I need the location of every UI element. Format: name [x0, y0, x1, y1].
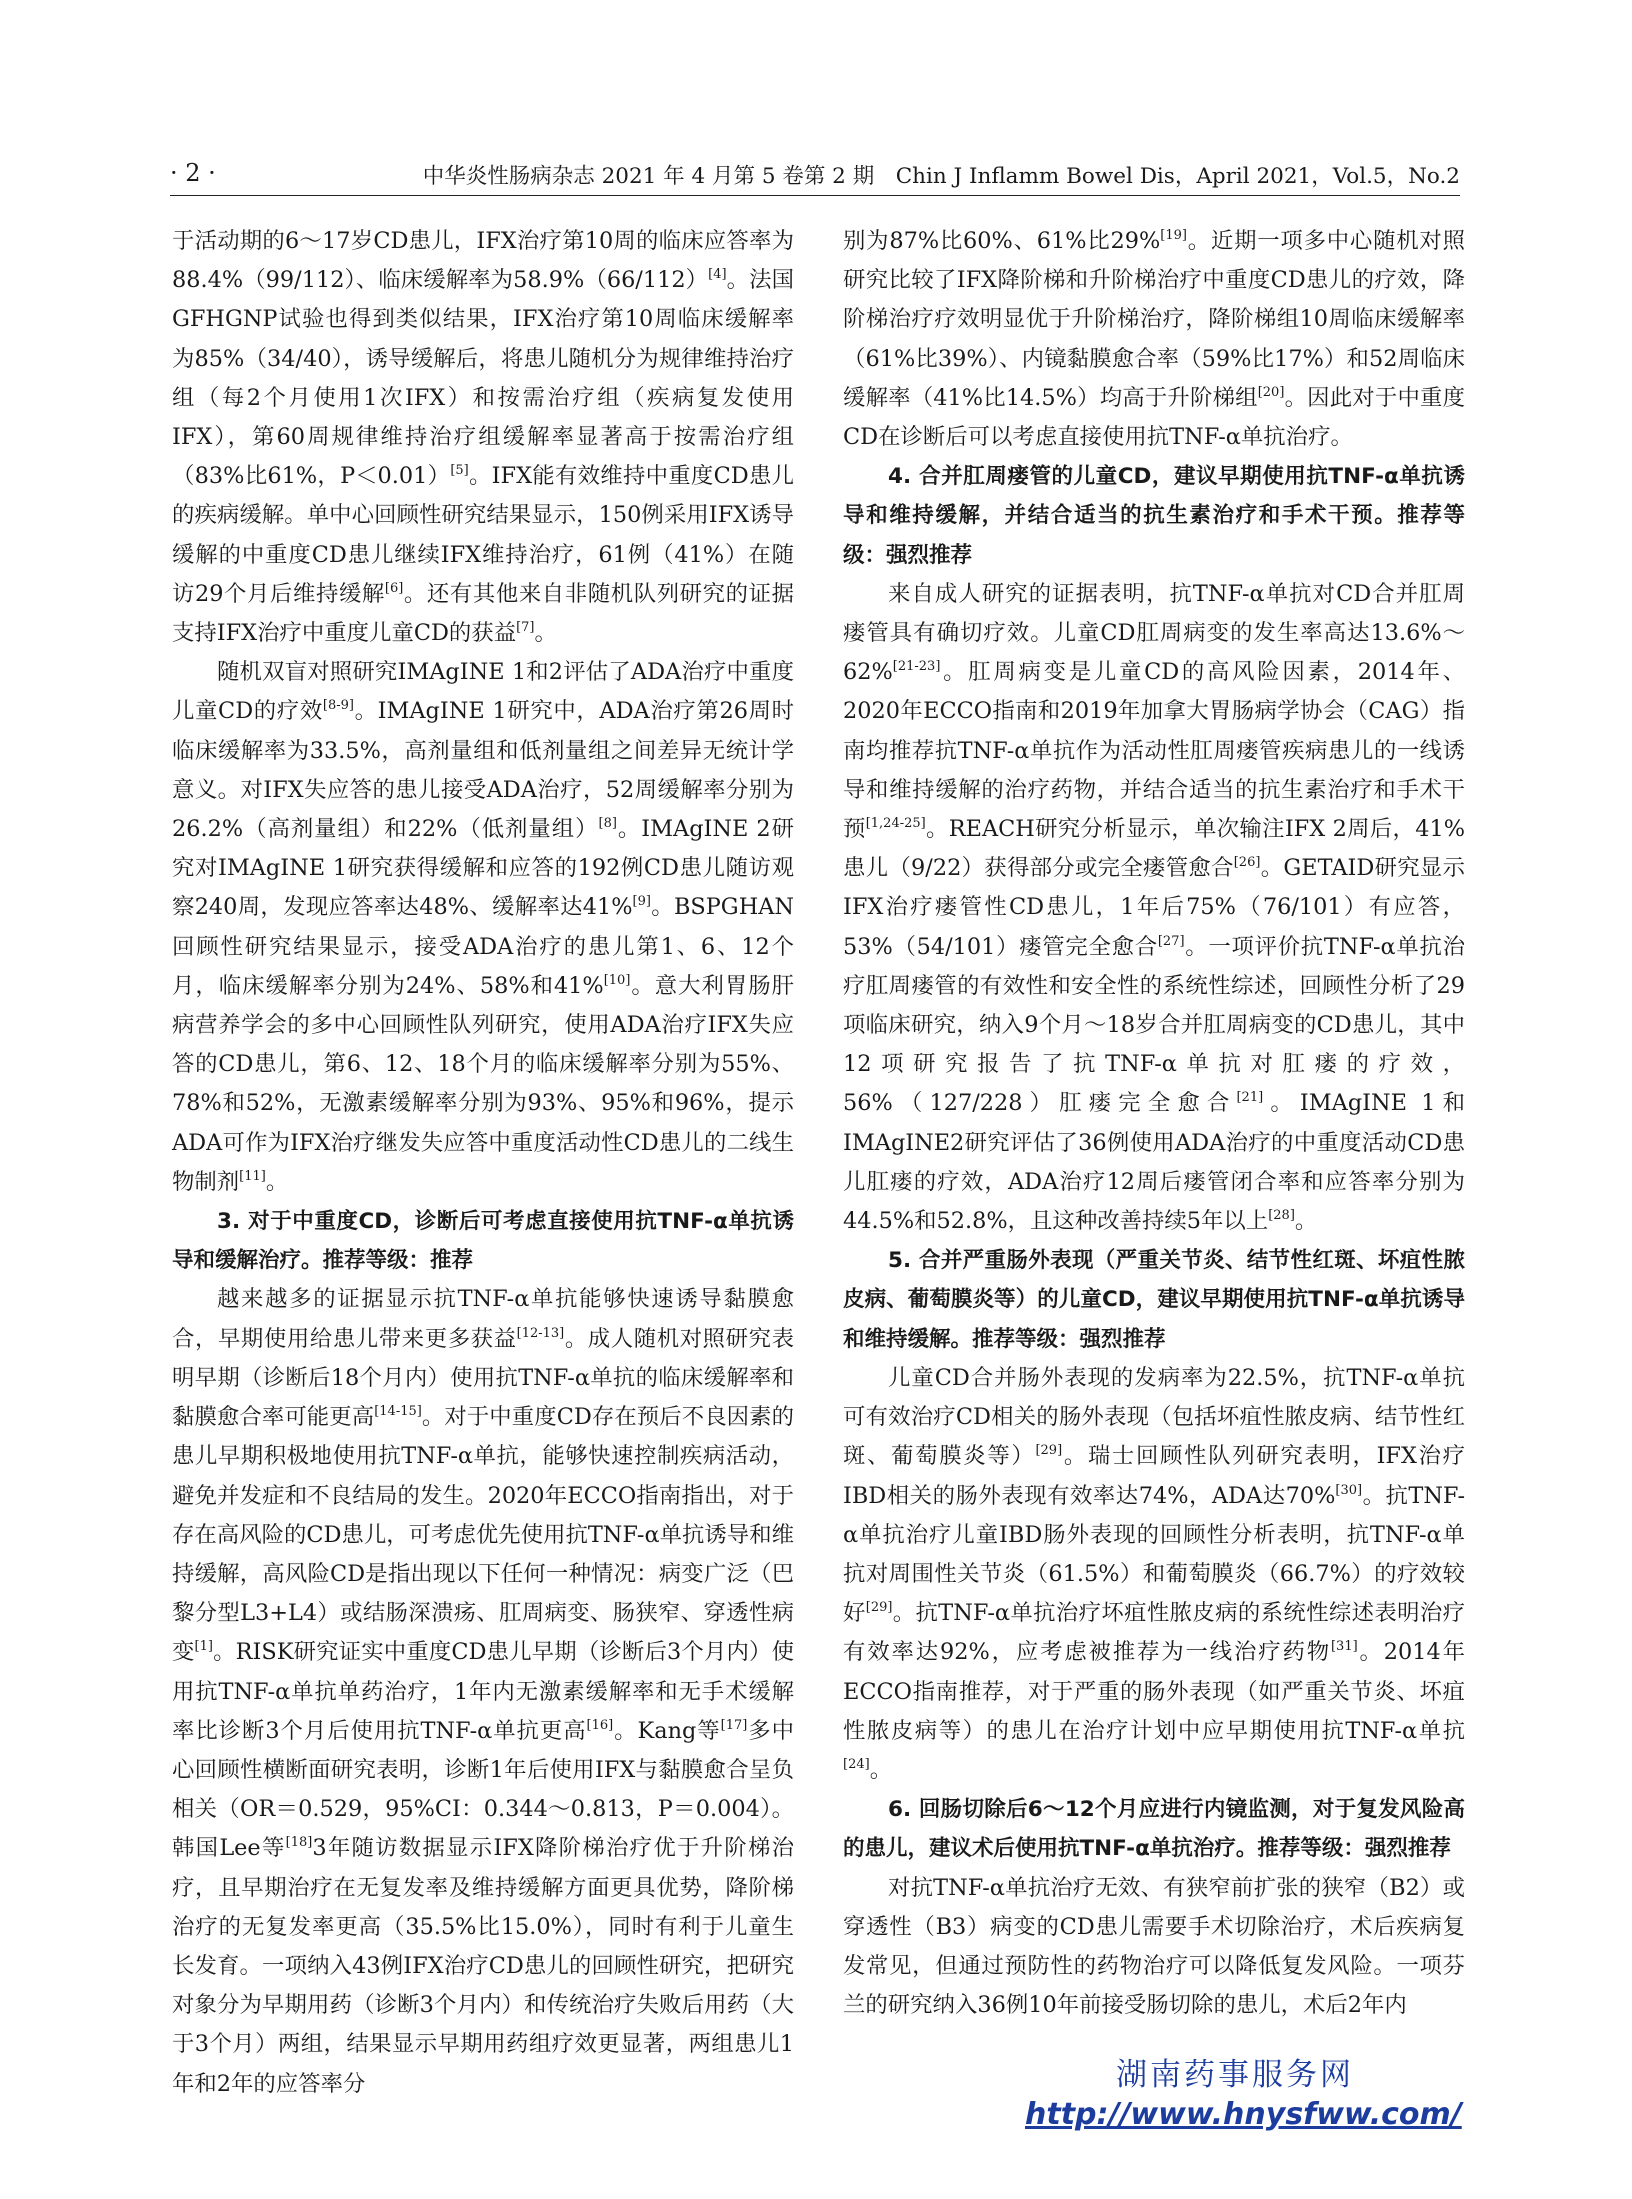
citation-ref: [1]: [194, 1639, 213, 1655]
citation-ref: [1,24-25]: [865, 816, 926, 832]
citation-ref: [21-23]: [892, 659, 941, 675]
text-run: 。IFX能有效维持中重度CD患儿的疾病缓解。单中心回顾性研究结果显示，150例采用IFX诱导缓解的中重度CD患儿继续IFX维持治疗，61例（41%）在随访29个月后维持缓解: [172, 463, 795, 607]
citation-ref: [24]: [843, 1756, 870, 1772]
text-run: 对抗TNF-α单抗治疗无效、有狭窄前扩张的狭窄（B2）或穿透性（B3）病变的CD患儿需要手术切除治疗，术后疾病复发常见，但通过预防性的药物治疗可以降低复发风险。一项芬兰的研究纳入36例10年前接受肠切除的患儿，术后2年内: [843, 1874, 1465, 2019]
recommendation-heading: [843, 457, 1465, 575]
citation-ref: [21]: [1236, 1090, 1264, 1106]
citation-ref: [19]: [1160, 228, 1187, 243]
recommendation-heading: [172, 1202, 794, 1280]
text-run: 。法国GFHGNP试验也得到类似结果，IFX治疗第10周临床缓解率为85%（34/40），诱导缓解后，将患儿随机分为规律维持治疗组（每2个月使用1次IFX）和按需治疗组（疾病复发使用IFX），第60周规律维持治疗组缓解率显著高于按需治疗组（83%比61%，P＜0.01）: [172, 267, 795, 490]
text-run: 儿童CD合并肠外表现的发病率为22.5%，抗TNF-α单抗可有效治疗CD相关的肠外表现（包括坏疽性脓皮病、结节性红斑、葡萄膜炎等）: [843, 1364, 1465, 1470]
text-run: 。: [869, 1756, 893, 1783]
body-paragraph: [172, 222, 794, 653]
body-paragraph: [843, 1869, 1465, 2026]
body-paragraph: [843, 1359, 1465, 1790]
text-run: 6. 回肠切除后6～12个月应进行内镜监测，对于复发风险高的患儿，建议术后使用抗TNF-α单抗治疗。推荐等级：强烈推荐: [843, 1797, 1465, 1862]
citation-ref: [31]: [1330, 1639, 1358, 1655]
citation-ref: [8-9]: [322, 698, 354, 714]
citation-ref: [14-15]: [374, 1404, 422, 1420]
page-number: · 2 ·: [170, 159, 216, 187]
text-run: 3. 对于中重度CD，诊断后可考虑直接使用抗TNF-α单抗诱导和缓解治疗。推荐等级：推荐: [172, 1209, 794, 1274]
text-run: 。抗TNF-α单抗治疗坏疽性脓皮病的系统性综述表明治疗有效率达92%，应考虑被推荐为一线治疗药物: [843, 1600, 1465, 1666]
text-run: 。RISK研究证实中重度CD患儿早期（诊断后3个月内）使用抗TNF-α单抗单药治疗，1年内无激素缓解率和无手术缓解率比诊断3个月后使用抗TNF-α单抗更高: [172, 1639, 794, 1744]
citation-ref: [17]: [720, 1717, 748, 1733]
text-run: 。: [534, 620, 557, 647]
text-run: 5. 合并严重肠外表现（严重关节炎、结节性红斑、坏疽性脓皮病、葡萄膜炎等）的儿童CD，建议早期使用抗TNF-α单抗诱导和维持缓解。推荐等级：强烈推荐: [843, 1248, 1465, 1352]
text-run: 。IMAgINE 1和IMAgINE2研究评估了36例使用ADA治疗的中重度活动CD患儿肛瘘的疗效，ADA治疗12周后瘘管闭合率和应答率分别为44.5%和52.8%，且这种改善持续5年以上: [843, 1090, 1465, 1235]
text-run: 来自成人研究的证据表明，抗TNF-α单抗对CD合并肛周瘘管具有确切疗效。儿童CD肛周病变的发生率高达13.6%～62%: [843, 580, 1465, 686]
text-run: 。因此对于中重度CD在诊断后可以考虑直接使用抗TNF-α单抗治疗。: [843, 384, 1465, 451]
text-run: 随机双盲对照研究IMAgINE 1和2评估了ADA治疗中重度儿童CD的疗效: [172, 659, 794, 725]
text-run: 。肛周病变是儿童CD的高风险因素，2014年、2020年ECCO指南和2019年加拿大胃肠病学协会（CAG）指南均推荐抗TNF-α单抗作为活动性肛周瘘管疾病患儿的一线诱导和维持缓解的治疗药物，并结合适当的抗生素治疗和手术干预: [843, 659, 1465, 843]
text-run: 。还有其他来自非随机队列研究的证据支持IFX治疗中重度儿童CD的获益: [172, 580, 794, 647]
watermark-url[interactable]: http://www.hnysfww.com/: [1025, 2097, 1462, 2132]
text-run: 别为87%比60%、61%比29%: [843, 228, 1161, 254]
text-run: 。GETAID研究显示IFX治疗瘘管性CD患儿，1年后75%（76/101）有应答，53%（54/101）瘘管完全愈合: [843, 855, 1465, 960]
text-run: 。: [1294, 1208, 1318, 1235]
text-run: 。一项评价抗TNF-α单抗治疗肛周瘘管的有效性和安全性的系统性综述，回顾性分析了29项临床研究，纳入9个月～18岁合并肛周病变的CD患儿，其中12项研究报告了抗TNF-α单抗对肛瘘的疗效，56%（127/228）肛瘘完全愈合: [843, 933, 1465, 1117]
text-run: 。意大利胃肠肝病营养学会的多中心回顾性队列研究，使用ADA治疗IFX失应答的CD患儿，第6、12、18个月的临床缓解率分别为55%、78%和52%，无激素缓解率分别为93%、95%和96%，提示ADA可作为IFX治疗继发失应答中重度活动性CD患儿的二线生物制剂: [172, 972, 794, 1195]
text-run: 。瑞士回顾性队列研究表明，IFX治疗IBD相关的肠外表现有效率达74%，ADA达70%: [843, 1443, 1466, 1509]
citation-ref: [29]: [1035, 1443, 1063, 1459]
citation-ref: [27]: [1157, 933, 1185, 949]
citation-ref: [26]: [1233, 855, 1261, 871]
text-run: 。近期一项多中心随机对照研究比较了IFX降阶梯和升阶梯治疗中重度CD患儿的疗效，降阶梯治疗疗效明显优于升阶梯治疗，降阶梯组10周临床缓解率（61%比39%）、内镜黏膜愈合率（59%比17%）和52周临床缓解率（41%比14.5%）均高于升阶梯组: [843, 228, 1465, 411]
text-run: 。2014年ECCO指南推荐，对于严重的肠外表现（如严重关节炎、坏疽性脓皮病等）的患儿在治疗计划中应早期使用抗TNF-α单抗: [843, 1639, 1465, 1744]
citation-ref: [7]: [516, 620, 535, 636]
text-run: 。BSPGHAN回顾性研究结果显示，接受ADA治疗的患儿第1、6、12个月，临床缓解率分别为24%、58%和41%: [172, 894, 794, 999]
citation-ref: [4]: [708, 267, 727, 283]
body-paragraph: [843, 222, 1465, 457]
right-column: [843, 222, 1465, 2025]
recommendation-heading: [843, 1790, 1465, 1868]
text-run: 3年随访数据显示IFX降阶梯治疗优于升阶梯治疗，且早期治疗在无复发率及维持缓解方面更具优势，降阶梯治疗的无复发率更高（35.5%比15.0%），同时有利于儿童生长发育。一项纳入43例IFX治疗CD患儿的回顾性研究，把研究对象分为早期用药（诊断3个月内）和传统治疗失败后用药（大于3个月）两组，结果显示早期用药组疗效更显著，两组患儿1年和2年的应答率分: [172, 1835, 794, 2097]
text-run: 。对于中重度CD存在预后不良因素的患儿早期积极地使用抗TNF-α单抗，能够快速控制疾病活动，避免并发症和不良结局的发生。2020年ECCO指南指出，对于存在高风险的CD患儿，可考虑优先使用抗TNF-α单抗诱导和维持缓解，高风险CD是指出现以下任何一种情况：病变广泛（巴黎分型L3+L4）或结肠深溃疡、肛周病变、肠狭窄、穿透性病变: [172, 1404, 794, 1666]
citation-ref: [5]: [450, 463, 469, 479]
citation-ref: [12-13]: [516, 1325, 565, 1341]
watermark: [1025, 2055, 1462, 2135]
text-run: 。成人随机对照研究表明早期（诊断后18个月内）使用抗TNF-α单抗的临床缓解率和黏膜愈合率可能更高: [172, 1325, 794, 1431]
body-paragraph: [172, 1280, 794, 2103]
text-run: 4. 合并肛周瘘管的儿童CD，建议早期使用抗TNF-α单抗诱导和维持缓解，并结合适当的抗生素治疗和手术干预。推荐等级：强烈推荐: [843, 464, 1465, 568]
citation-ref: [20]: [1257, 384, 1285, 400]
left-column: [172, 222, 794, 2104]
text-run: 。Kang等: [613, 1717, 721, 1744]
text-run: 多中心回顾性横断面研究表明，诊断1年后使用IFX与黏膜愈合呈负相关（OR＝0.529，95%CI：0.344～0.813，P＝0.004）。韩国Lee等: [172, 1717, 794, 1862]
citation-ref: [18]: [285, 1835, 313, 1851]
text-run: 。: [265, 1168, 289, 1195]
text-run: 。IMAgINE 1研究中，ADA治疗第26周时临床缓解率为33.5%，高剂量组和低剂量组之间差异无统计学意义。对IFX失应答的患儿接受ADA治疗，52周缓解率分别为26.2%（高剂量组）和22%（低剂量组）: [172, 698, 794, 843]
citation-ref: [30]: [1335, 1482, 1363, 1498]
citation-ref: [6]: [384, 580, 404, 596]
watermark-site-name: 湖南药事服务网: [1116, 2057, 1354, 2093]
citation-ref: [8]: [598, 816, 617, 832]
journal-citation: 中华炎性肠病杂志 2021 年 4 月第 5 卷第 2 期 Chin J Inflamm Bowel Dis，April 2021，Vol.5，No.2: [422, 164, 1460, 189]
citation-ref: [11]: [239, 1168, 266, 1184]
text-run: 。REACH研究分析显示，单次输注IFX 2周后，41%患儿（9/22）获得部分或完全瘘管愈合: [843, 816, 1465, 882]
text-run: 。抗TNF-α单抗治疗儿童IBD肠外表现的回顾性分析表明，抗TNF-α单抗对周围性关节炎（61.5%）和葡萄膜炎（66.7%）的疗效较好: [843, 1482, 1466, 1627]
citation-ref: [28]: [1268, 1208, 1295, 1224]
citation-ref: [16]: [586, 1717, 614, 1733]
running-header: [170, 155, 1460, 196]
citation-ref: [10]: [603, 972, 631, 988]
body-paragraph: [843, 575, 1465, 1241]
body-paragraph: [172, 653, 794, 1202]
text-run: 于活动期的6～17岁CD患儿，IFX治疗第10周的临床应答率为88.4%（99/112）、临床缓解率为58.9%（66/112）: [172, 228, 794, 294]
text-run: 。IMAgINE 2研究对IMAgINE 1研究获得缓解和应答的192例CD患儿随访观察240周，发现应答率达48%、缓解率达41%: [172, 816, 794, 921]
citation-ref: [29]: [865, 1600, 893, 1616]
citation-ref: [9]: [632, 894, 651, 910]
text-run: 越来越多的证据显示抗TNF-α单抗能够快速诱导黏膜愈合，早期使用给患儿带来更多获益: [172, 1286, 794, 1352]
recommendation-heading: [843, 1241, 1465, 1359]
